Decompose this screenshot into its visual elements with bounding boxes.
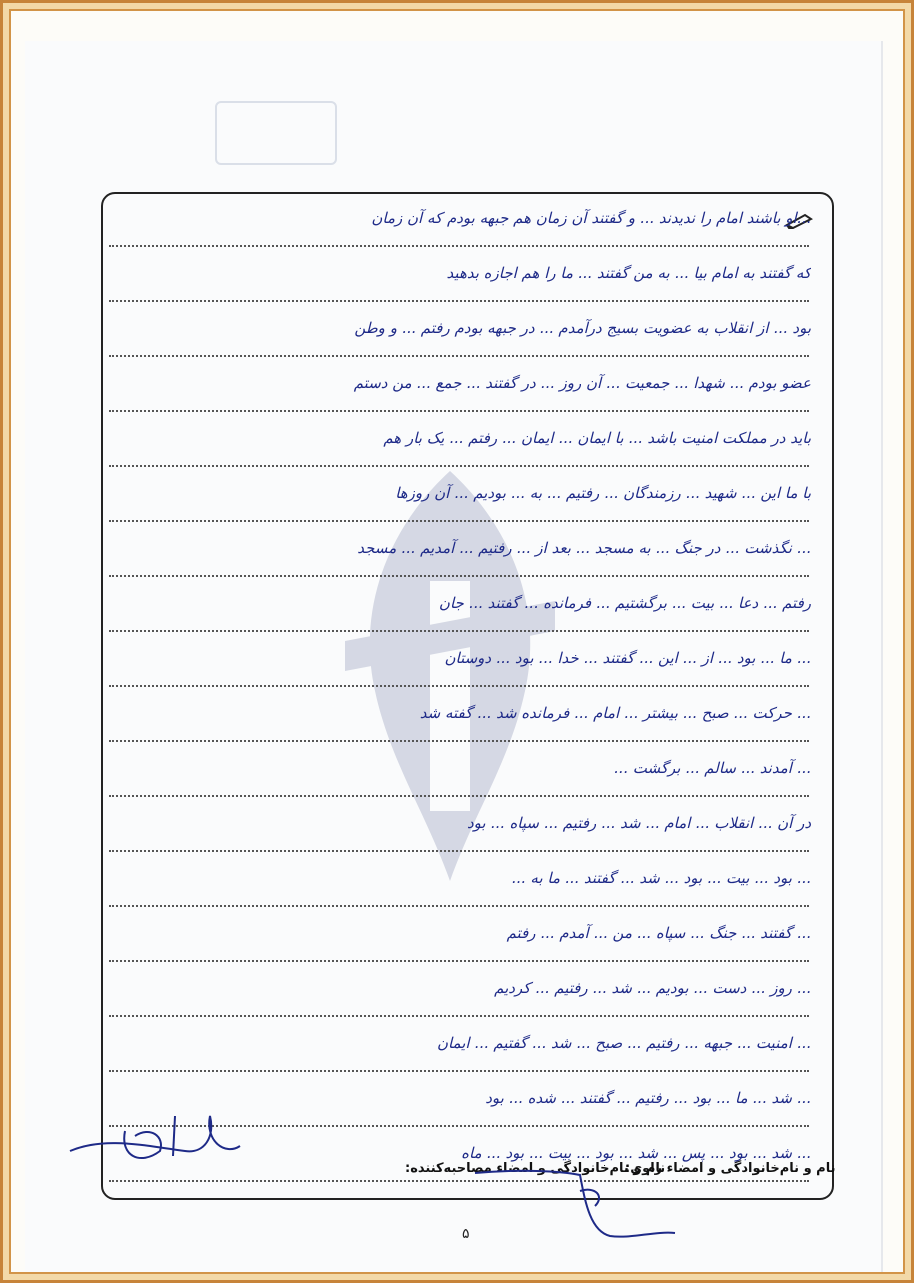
dotted-rule [109, 960, 809, 962]
page-number: ۵ [462, 1226, 470, 1242]
dotted-rule [109, 520, 809, 522]
faded-stamp [215, 101, 337, 165]
dotted-rule [109, 575, 809, 577]
handwritten-line: ... امنیت ... جبهه ... رفتیم ... صبح ... شد ... گفتیم ... ایمان [436, 1034, 811, 1052]
dotted-rule [109, 740, 809, 742]
handwritten-line: در آن ... انقلاب ... امام ... شد ... رفتیم ... سپاه ... بود [467, 814, 811, 832]
dotted-rule [109, 465, 809, 467]
dotted-rule [109, 905, 809, 907]
handwritten-line: ... گفتند ... جنگ ... سپاه ... من ... آمدم ... رفتم [506, 924, 811, 942]
narrator-signature [65, 1096, 245, 1171]
dotted-rule [109, 630, 809, 632]
handwritten-line: عضو بودم ... شهدا ... جمعیت ... آن روز ... در گفتند ... جمع ... من دستم [353, 374, 811, 392]
handwritten-line: ... حرکت ... صبح ... بیشتر ... امام ... فرمانده شد ... گفته شد [419, 704, 811, 722]
handwritten-line: ... روز ... دست ... بودیم ... شد ... رفتیم ... کردیم [494, 979, 811, 997]
handwritten-line: ... شد ... بود ... پس ... شد ... بود ... بیت ... بود ... ماه [461, 1144, 811, 1162]
handwritten-line: باید در مملکت امنیت باشد ... با ایمان ... ایمان ... رفتم ... یک بار هم [383, 429, 811, 447]
handwritten-line: که گفتند به امام بیا ... به من گفتند ... ما را هم اجازه بدهید [446, 264, 811, 282]
handwritten-line: ... بود ... بیت ... بود ... شد ... گفتند ... ما به ... [511, 869, 811, 887]
interviewer-signature [470, 1161, 680, 1251]
dotted-rule [109, 795, 809, 797]
narrator-signature-label: نام و نام‌خانوادگی و امضاء راوی: [625, 1161, 836, 1176]
handwritten-line: ... آمدند ... سالم ... برگشت ... [613, 759, 811, 777]
dotted-rule [109, 300, 809, 302]
handwritten-line: رفتم ... دعا ... بیت ... برگشتیم ... فرمانده ... گفتند ... جان [438, 594, 811, 612]
interviewer-signature-label: نام و نام‌خانوادگی و امضاء مصاحبه‌کننده: [405, 1161, 666, 1176]
handwritten-line: ... نگذشت ... در جنگ ... به مسجد ... بعد از ... رفتیم ... آمدیم ... مسجد [357, 539, 811, 557]
dotted-rule [109, 685, 809, 687]
dotted-rule [109, 1015, 809, 1017]
handwritten-line: با ما این ... شهید ... رزمندگان ... رفتیم ... به ... بودیم ... آن روزها [395, 484, 811, 502]
handwritten-line: بود ... از انقلاب به عضویت بسیج درآمدم ... در جبهه بودم رفتم ... و وطن [354, 319, 811, 337]
handwritten-line: ... ما ... بود ... از ... این ... گفتند ... خدا ... بود ... دوستان [444, 649, 811, 667]
scanned-page [25, 41, 881, 1274]
dotted-rule [109, 410, 809, 412]
dotted-rule [109, 1180, 809, 1182]
dotted-rule [109, 245, 809, 247]
dotted-rule [109, 355, 809, 357]
dotted-rule [109, 850, 809, 852]
handwritten-line: ...او باشند امام را ندیدند ... و گفتند آن زمان هم جبهه بودم که آن زمان [371, 209, 811, 227]
dotted-rule [109, 1070, 809, 1072]
handwritten-line: ... شد ... ما ... بود ... رفتیم ... گفتند ... شده ... بود [485, 1089, 811, 1107]
frame-inner-border [9, 9, 905, 1274]
